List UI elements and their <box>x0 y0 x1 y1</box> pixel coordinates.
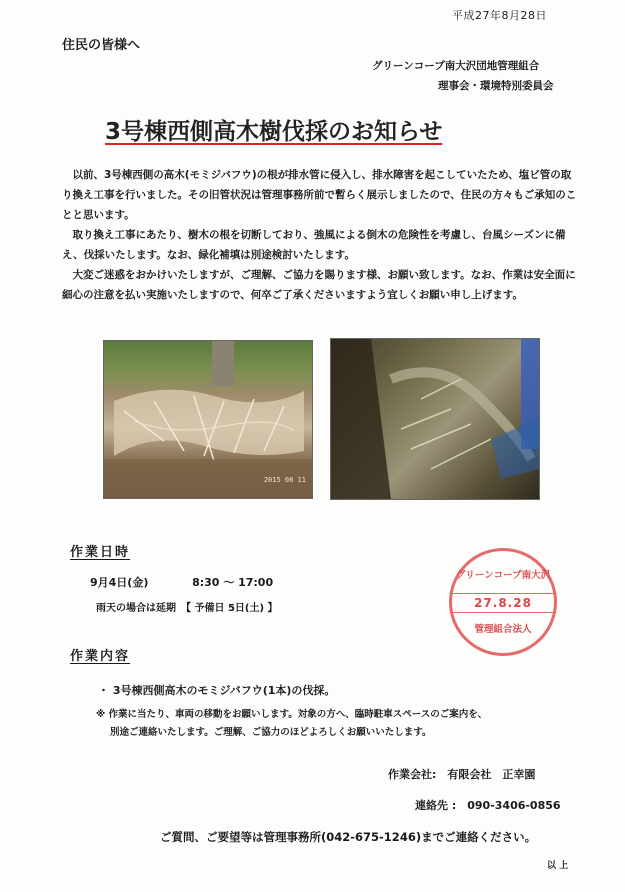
closing-mark: 以 上 <box>547 861 569 871</box>
work-note <box>96 706 596 742</box>
photo-date-stamp: 2015 08 11 <box>263 476 306 484</box>
pipe-illustration <box>331 339 539 499</box>
removed-pipe-photo <box>330 338 540 500</box>
body-text <box>62 165 577 305</box>
schedule-heading: 作業日時 <box>70 545 131 560</box>
body-paragraph-1: 以前、3号棟西側の高木(モミジバフウ)の根が排水管に侵入し、排水障害を起こしていたため、塩ビ管の取り換え工事を行いました。その旧管状況は管理事務所前で暫らく展示しましたので、住民の方々もご承知のことと思います。 <box>62 169 577 221</box>
addressee: 住民の皆様へ <box>62 38 141 53</box>
work-note-line-2: 別途ご連絡いたします。ご理解、ご協力のほどよろしくお願いいたします。 <box>110 727 432 738</box>
work-heading: 作業内容 <box>70 649 131 664</box>
seal-corp: 管理組合法人 <box>474 624 532 635</box>
work-date: 9月4日(金) <box>90 576 149 589</box>
inquiry-line: ご質問、ご要望等は管理事務所(042-675-1246)までご連絡ください。 <box>160 830 537 844</box>
committee-name: 理事会・環境特別委員会 <box>438 80 554 92</box>
seal-org: グリーンコープ南大沢 <box>455 570 551 581</box>
seal-date: 27.8.28 <box>452 593 554 613</box>
date-seal-stamp <box>449 548 557 656</box>
work-item: ・ 3号棟西側高木のモミジバフウ(1本)の伐採。 <box>98 684 336 697</box>
work-note-line-1: ※ 作業に当たり、車両の移動をお願いします。対象の方へ、臨時駐車スペースのご案内を、 <box>96 709 488 720</box>
work-time: 8:30 〜 17:00 <box>192 576 274 589</box>
notice-title: 3号棟西側高木樹伐採のお知らせ <box>105 119 443 145</box>
contractor-name: 作業会社: 有限会社 正幸園 <box>388 768 536 781</box>
body-paragraph-3: 大変ご迷惑をおかけいたしますが、ご理解、ご協力を賜ります様、お願い致します。なお、作業は安全面に細心の注意を払い実施いたしますので、何卒ご了承くださいますよう宜しくお願い申し上げます。 <box>62 269 576 301</box>
body-paragraph-2: 取り換え工事にあたり、樹木の根を切断しており、強風による倒木の危険性を考慮し、台風シーズンに備え、伐採いたします。なお、緑化補填は別途検討いたします。 <box>62 229 566 261</box>
issue-date: 平成27年8月28日 <box>452 9 547 22</box>
roots-illustration <box>104 341 312 498</box>
contact-phone: 連絡先 : 090-3406-0856 <box>415 799 561 812</box>
schedule-row <box>90 574 273 590</box>
tree-roots-photo <box>103 340 313 499</box>
rain-note: 雨天の場合は延期 【 予備日 5日(土) 】 <box>96 603 278 614</box>
organization-name: グリーンコープ南大沢団地管理組合 <box>372 60 540 72</box>
